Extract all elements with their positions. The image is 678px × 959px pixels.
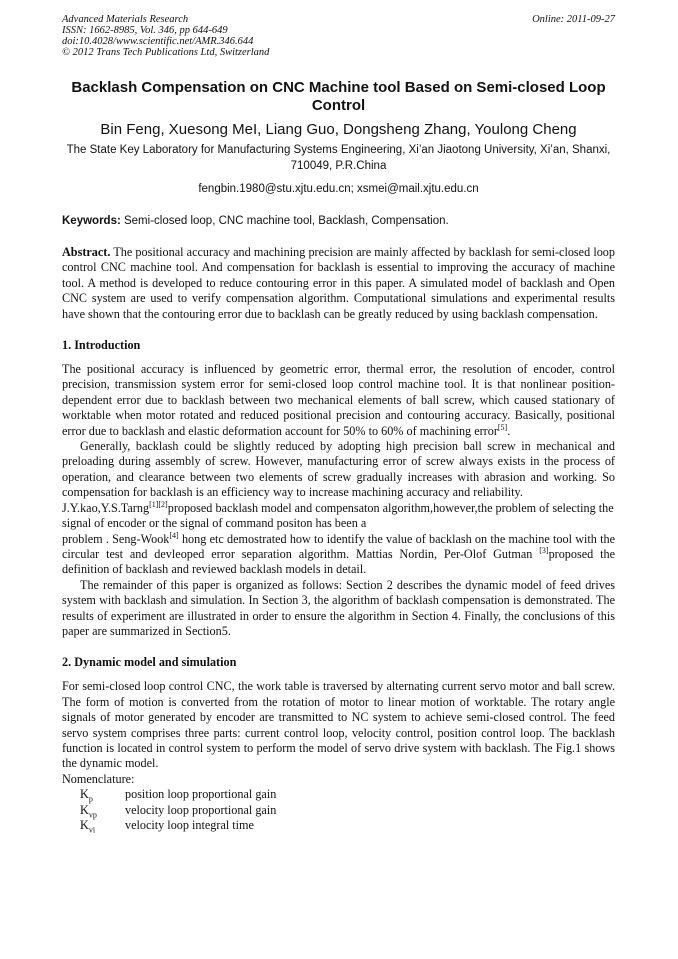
citation-ref: [4] xyxy=(169,530,179,540)
section-heading-dynamic-model: 2. Dynamic model and simulation xyxy=(62,655,237,670)
copyright-line: © 2012 Trans Tech Publications Ltd, Switzerland xyxy=(62,47,270,58)
dynamic-model-paragraph: For semi-closed loop control CNC, the work table is traversed by alternating current servo motor and ball screw. The form of motion is converted from the rotation of motor to linear motion of worktable. The rotary angle signals of motor generated by encoder are transmitted to NC system to achieve semi-closed control. The feed servo system comprises three parts: current control loop, velocity control, position control loop. The backlash function is located in control system to perform the model of servo drive system with backlash. The Fig.1 shows the dynamic model. xyxy=(62,679,615,771)
nomenclature-symbol: $K_p$ xyxy=(80,787,93,804)
online-date: Online: 2011-09-27 xyxy=(532,14,615,25)
nomenclature-description: velocity loop proportional gain xyxy=(125,802,277,817)
keywords-label: Keywords: xyxy=(62,215,121,227)
nomenclature-row xyxy=(62,818,615,833)
keywords xyxy=(62,214,615,229)
journal-name: Advanced Materials Research xyxy=(62,14,189,25)
intro-paragraph-2: Generally, backlash could be slightly reduced by adopting high precision ball screw in mechanical and preloading during assembly of screw. However, manufacturing error of screw always exists in the process of operation, and clearance between two elements of screw gradually increases with abrasion and working. So compensation for backlash is an efficiency way to increase machining accuracy and reliability. xyxy=(62,439,615,500)
nomenclature-row xyxy=(62,787,615,802)
affiliation: The State Key Laboratory for Manufacturing Systems Engineering, Xi’an Jiaotong University, Xi’an, Shanxi, 710049, P.R.China xyxy=(66,144,611,172)
nomenclature-description: velocity loop integral time xyxy=(125,818,254,832)
nomenclature-symbol: $K_{vi}$ xyxy=(80,818,96,835)
nomenclature-description: position loop proportional gain xyxy=(125,787,277,802)
keywords-text: Semi-closed loop, CNC machine tool, Backlash, Compensation. xyxy=(120,215,449,227)
paper-page xyxy=(62,14,615,833)
citation-ref: [3] xyxy=(539,545,549,555)
nomenclature-symbol: $K_{vp}$ xyxy=(80,802,97,820)
section-dynamic-model xyxy=(62,679,615,833)
citation-ref: [1][2] xyxy=(149,499,168,509)
section-introduction xyxy=(62,362,615,639)
nomenclature xyxy=(62,772,615,834)
doi-line: doi:10.4028/www.scientific.net/AMR.346.644 xyxy=(62,36,254,47)
nomenclature-label: Nomenclature: xyxy=(62,771,135,786)
issn-line: ISSN: 1662-8985, Vol. 346, pp 644-649 xyxy=(62,25,228,36)
author-emails: fengbin.1980@stu.xjtu.edu.cn; xsmei@mail.xjtu.edu.cn xyxy=(198,183,479,195)
intro-paragraph-4: problem . Seng-Wook[4] hong etc demostrated how to identify the value of backlash on the machine tool with the circular test and devleoped error separation algorithm. Mattias Nordin, Per-Olof Gutman [3]proposed the definition of backlash and reviewed backlash models in detail. xyxy=(62,530,616,577)
journal-header xyxy=(62,14,615,58)
abstract-label: Abstract. xyxy=(62,245,111,259)
section-heading-introduction: 1. Introduction xyxy=(62,338,141,353)
paper-title: Backlash Compensation on CNC Machine tool Based on Semi-closed Loop Control xyxy=(71,79,606,114)
intro-paragraph-3: J.Y.kao,Y.S.Tarng[1][2]proposed backlash model and compensaton algorithm,however,the problem of selecting the signal of encoder or the signal of command positon has been a xyxy=(62,499,614,531)
nomenclature-row xyxy=(62,803,615,818)
abstract xyxy=(62,245,615,322)
citation-ref: [5] xyxy=(497,422,508,432)
author-list: Bin Feng, Xuesong MeI, Liang Guo, Dongsheng Zhang, Youlong Cheng xyxy=(100,121,577,138)
abstract-text: The positional accuracy and machining precision are mainly affected by backlash for semi-closed loop control CNC machine tool. And compensation for backlash is essential to improving the accuracy of machine tool. A method is developed to reduce contouring error in this paper. A simulated model of backlash and Open CNC system are used to verify compensation algorithm. Computational simulations and experimental results have shown that the contouring error due to backlash can be greatly reduced by using backlash compensation. xyxy=(62,245,615,321)
intro-paragraph-1: The positional accuracy is influenced by geometric error, thermal error, the resolution of encoder, control precision, transmission system error for semi-closed loop control machine tool. It is that nonlinear position-dependent error due to backlash between two mechanical elements of ball screw, which caused stationary of worktable when motor rotated and reduced positional precision and contouring accuracy. Basically, positional error due to backlash and elastic deformation account for 50% to 60% of machining error[5]. xyxy=(62,362,615,438)
intro-paragraph-5: The remainder of this paper is organized as follows: Section 2 describes the dynamic model of feed drives system with backlash and simulation. In Section 3, the algorithm of backlash compensation is demonstrated. The results of experiment are illustrated in order to ensure the algorithm in Section 4. Finally, the conclusions of this paper are summarized in Section5. xyxy=(62,577,615,638)
